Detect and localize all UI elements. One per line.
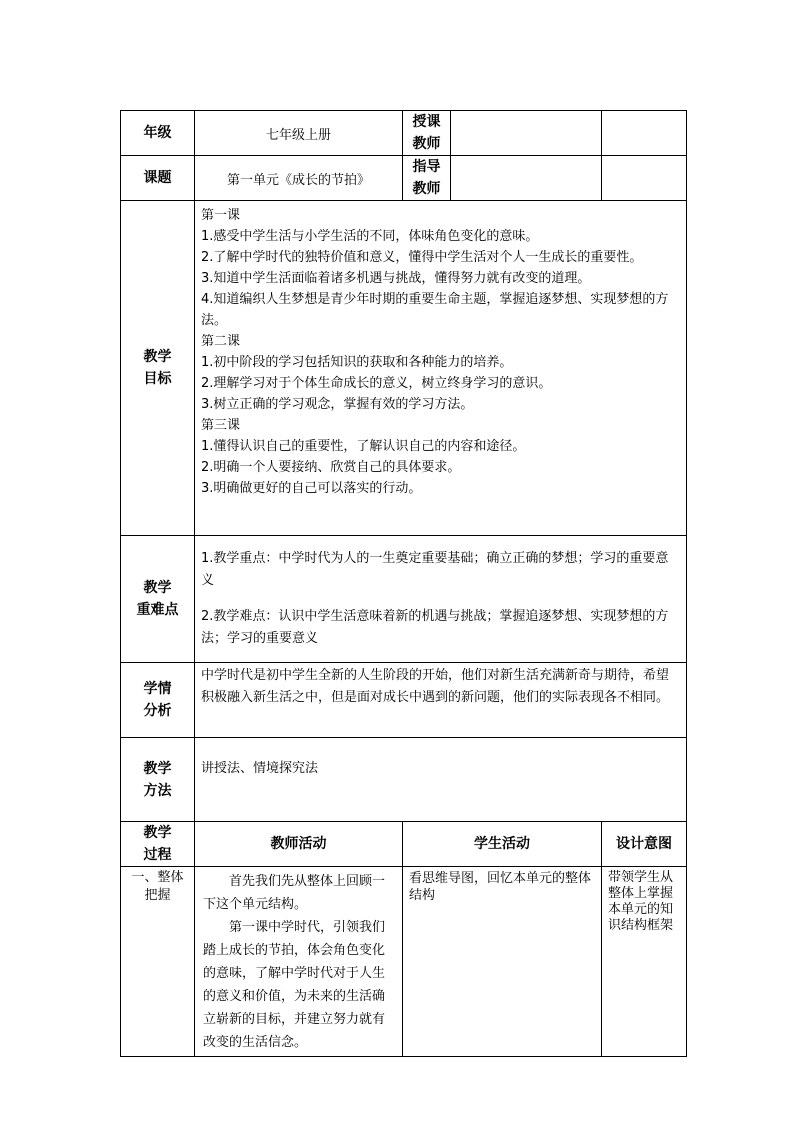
teacher-activity-paragraph: 第一课中学时代，引领我们踏上成长的节拍，体会角色变化的意味，了解中学时代对于人生的意义和价值，为未来的生活确立崭新的目标，并建立努力就有改变的生活信念。 — [203, 920, 386, 1050]
teaching-difficulty: 2.教学难点：认识中学生活意味着新的机遇与挑战；掌握追逐梦想、实现梦想的方法；学习的重要意义 — [201, 609, 669, 646]
objective-line: 3.知道中学生活面临着诸多机遇与挑战，懂得努力就有改变的道理。 — [201, 271, 591, 286]
grade-row — [121, 111, 687, 156]
objective-line: 4.知道编织人生梦想是青少年时期的重要生命主题，掌握追逐梦想、实现梦想的方法。 — [201, 292, 669, 328]
teaching-focus: 1.教学重点：中学时代为人的一生奠定重要基础；确立正确的梦想；学习的重要意义 — [201, 551, 669, 588]
objective-line: 1.懂得认识自己的重要性，了解认识自己的内容和途径。 — [201, 439, 526, 454]
process-label: 教学 过程 — [121, 822, 195, 867]
process-stage: 一、整体 把握 — [121, 867, 195, 1057]
blank-cell — [602, 111, 687, 156]
objective-line: 1.感受中学生活与小学生活的不同，体味角色变化的意味。 — [201, 229, 539, 244]
analysis-label: 学情 分析 — [121, 663, 195, 738]
teacher-activity — [195, 867, 403, 1057]
key-points-content — [195, 536, 687, 663]
objective-line: 第二课 — [201, 334, 241, 349]
process-header-row — [121, 822, 687, 867]
objective-line: 第三课 — [201, 418, 241, 433]
col-design-intent: 设计意图 — [602, 822, 687, 867]
objectives-label: 教学 目标 — [121, 201, 195, 536]
method-content — [195, 738, 687, 822]
objectives-row — [121, 201, 687, 536]
guide-teacher-label: 指导 教师 — [403, 156, 451, 201]
objectives-content — [195, 201, 687, 536]
guide-teacher-value — [451, 156, 602, 201]
objective-line: 1.初中阶段的学习包括知识的获取和各种能力的培养。 — [201, 355, 513, 370]
design-intent: 带领学生从整体上掌握本单元的知识结构框架 — [602, 867, 687, 1057]
col-student-activity: 学生活动 — [403, 822, 602, 867]
key-points-label: 教学 重难点 — [121, 536, 195, 663]
blank-cell — [602, 156, 687, 201]
col-teacher-activity: 教师活动 — [195, 822, 403, 867]
topic-row — [121, 156, 687, 201]
objective-line: 3.明确做更好的自己可以落实的行动。 — [201, 481, 422, 496]
key-points-row — [121, 536, 687, 663]
analysis-content — [195, 663, 687, 738]
teacher-label: 授课 教师 — [403, 111, 451, 156]
objective-line: 2.明确一个人要接纳、欣赏自己的具体要求。 — [201, 460, 461, 475]
method-row — [121, 738, 687, 822]
method-label: 教学 方法 — [121, 738, 195, 822]
objective-line: 2.了解中学时代的独特价值和意义，懂得中学生活对个人一生成长的重要性。 — [201, 250, 643, 265]
objective-line: 2.理解学习对于个体生命成长的意义，树立终身学习的意识。 — [201, 376, 552, 391]
topic-value: 第一单元《成长的节拍》 — [195, 156, 403, 201]
teacher-value — [451, 111, 602, 156]
objective-line: 3.树立正确的学习观念，掌握有效的学习方法。 — [201, 397, 474, 412]
process-step-row — [121, 867, 687, 1057]
topic-label: 课题 — [121, 156, 195, 201]
analysis-text: 中学时代是初中学生全新的人生阶段的开始，他们对新生活充满新奇与期待，希望积极融入新生活之中，但是面对成长中遇到的新问题，他们的实际表现各不相同。 — [201, 668, 670, 705]
grade-value: 七年级上册 — [195, 111, 403, 156]
student-activity: 看思维导图，回忆本单元的整体结构 — [403, 867, 602, 1057]
method-text: 讲授法、情境探究法 — [201, 761, 319, 776]
grade-label: 年级 — [121, 111, 195, 156]
objective-line: 第一课 — [201, 208, 241, 223]
analysis-row — [121, 663, 687, 738]
lesson-plan-table — [120, 110, 687, 1057]
teacher-activity-paragraph: 首先我们先从整体上回顾一下这个单元结构。 — [203, 874, 386, 912]
